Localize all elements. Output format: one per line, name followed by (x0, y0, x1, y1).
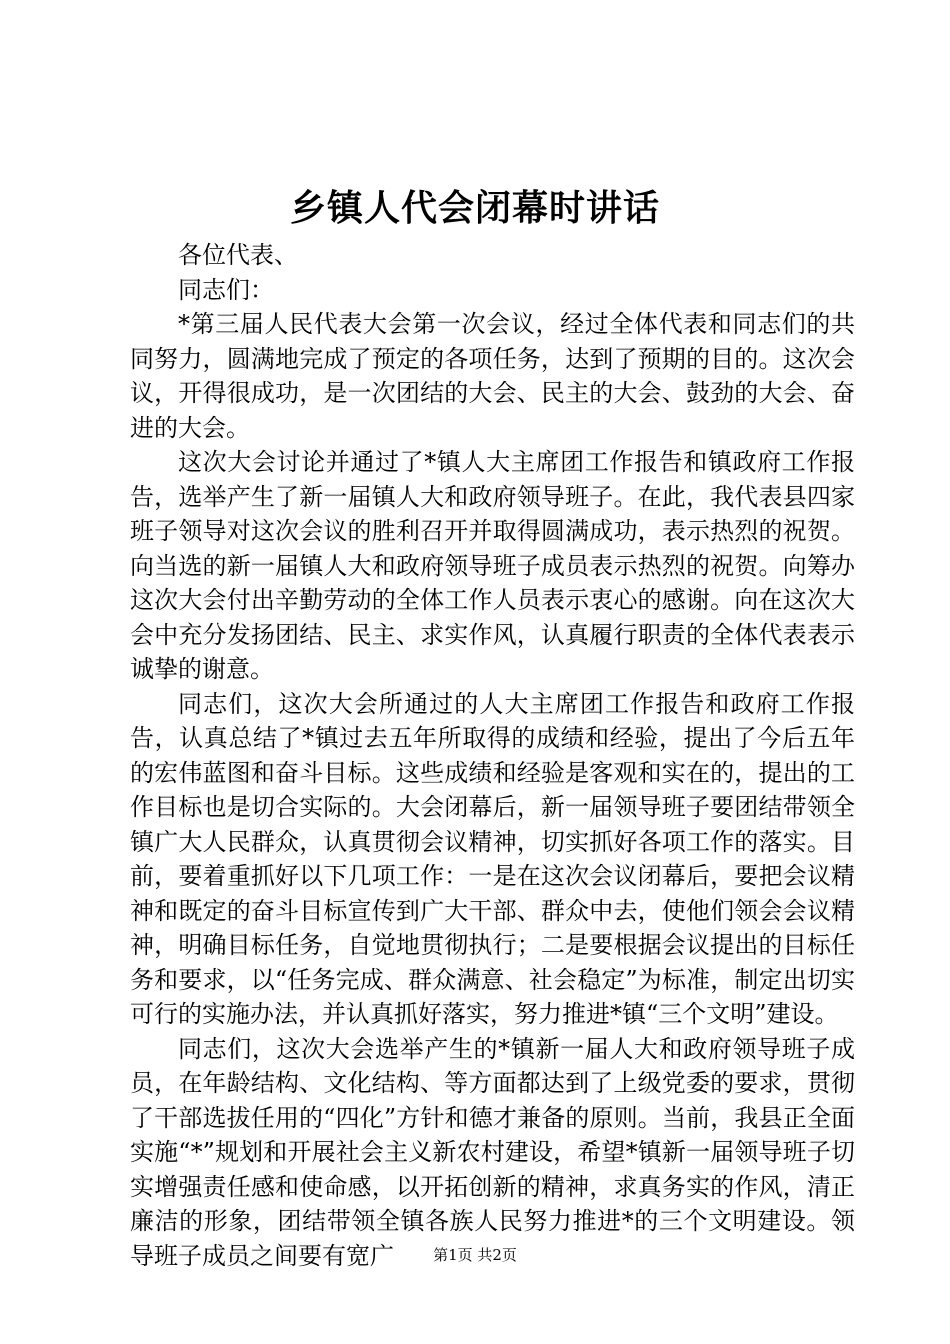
body-paragraph: 同志们，这次大会所通过的人大主席团工作报告和政府工作报告，认真总结了*镇过去五年所取得的成绩和经验，提出了今后五年的宏伟蓝图和奋斗目标。这些成绩和经验是客观和实在的，提出的工作目标也是切合实际的。大会闭幕后，新一届领导班子要团结带领全镇广大人民群众，认真贯彻会议精神，切实抓好各项工作的落实。目前，要着重抓好以下几项工作：一是在这次会议闭幕后，要把会议精神和既定的奋斗目标宣传到广大干部、群众中去，使他们领会会议精神，明确目标任务，自觉地贯彻执行；二是要根据会议提出的目标任务和要求，以“任务完成、群众满意、社会稳定”为标准，制定出切实可行的实施办法，并认真抓好落实，努力推进*镇“三个文明”建设。 (130, 689, 855, 1028)
salutation-line: 各位代表、 (178, 241, 298, 269)
salutation-line: 同志们： (178, 275, 274, 304)
body-paragraph: 同志们，这次大会选举产生的*镇新一届人大和政府领导班子成员，在年龄结构、文化结构、等方面都达到了上级党委的要求，贯彻了干部选拔任用的“四化”方针和德才兼备的原则。当前，我县正全面实施“*”规划和开展社会主义新农村建设，希望*镇新一届领导班子切实增强责任感和使命感，以开拓创新的精神，求真务实的作风，清正廉洁的形象，团结带领全镇各族人民努力推进*的三个文明建设。领导班子成员之间要有宽广 (130, 1034, 855, 1270)
body-paragraph: *第三届人民代表大会第一次会议，经过全体代表和同志们的共同努力，圆满地完成了预定的各项任务，达到了预期的目的。这次会议，开得很成功，是一次团结的大会、民主的大会、鼓劲的大会、奋进的大会。 (130, 310, 855, 442)
document-title: 乡镇人代会闭幕时讲话 (289, 187, 660, 229)
page-number-footer: 第1页 共2页 (433, 1246, 517, 1264)
document-body (130, 238, 855, 1273)
body-paragraph: 这次大会讨论并通过了*镇人大主席团工作报告和镇政府工作报告，选举产生了新一届镇人大和政府领导班子。在此，我代表县四家班子领导对这次会议的胜利召开并取得圆满成功，表示热烈的祝贺。向当选的新一届镇人大和政府领导班子成员表示热烈的祝贺。向筹办这次大会付出辛勤劳动的全体工作人员表示衷心的感谢。向在这次大会中充分发扬团结、民主、求实作风，认真履行职责的全体代表表示诚挚的谢意。 (130, 448, 855, 683)
